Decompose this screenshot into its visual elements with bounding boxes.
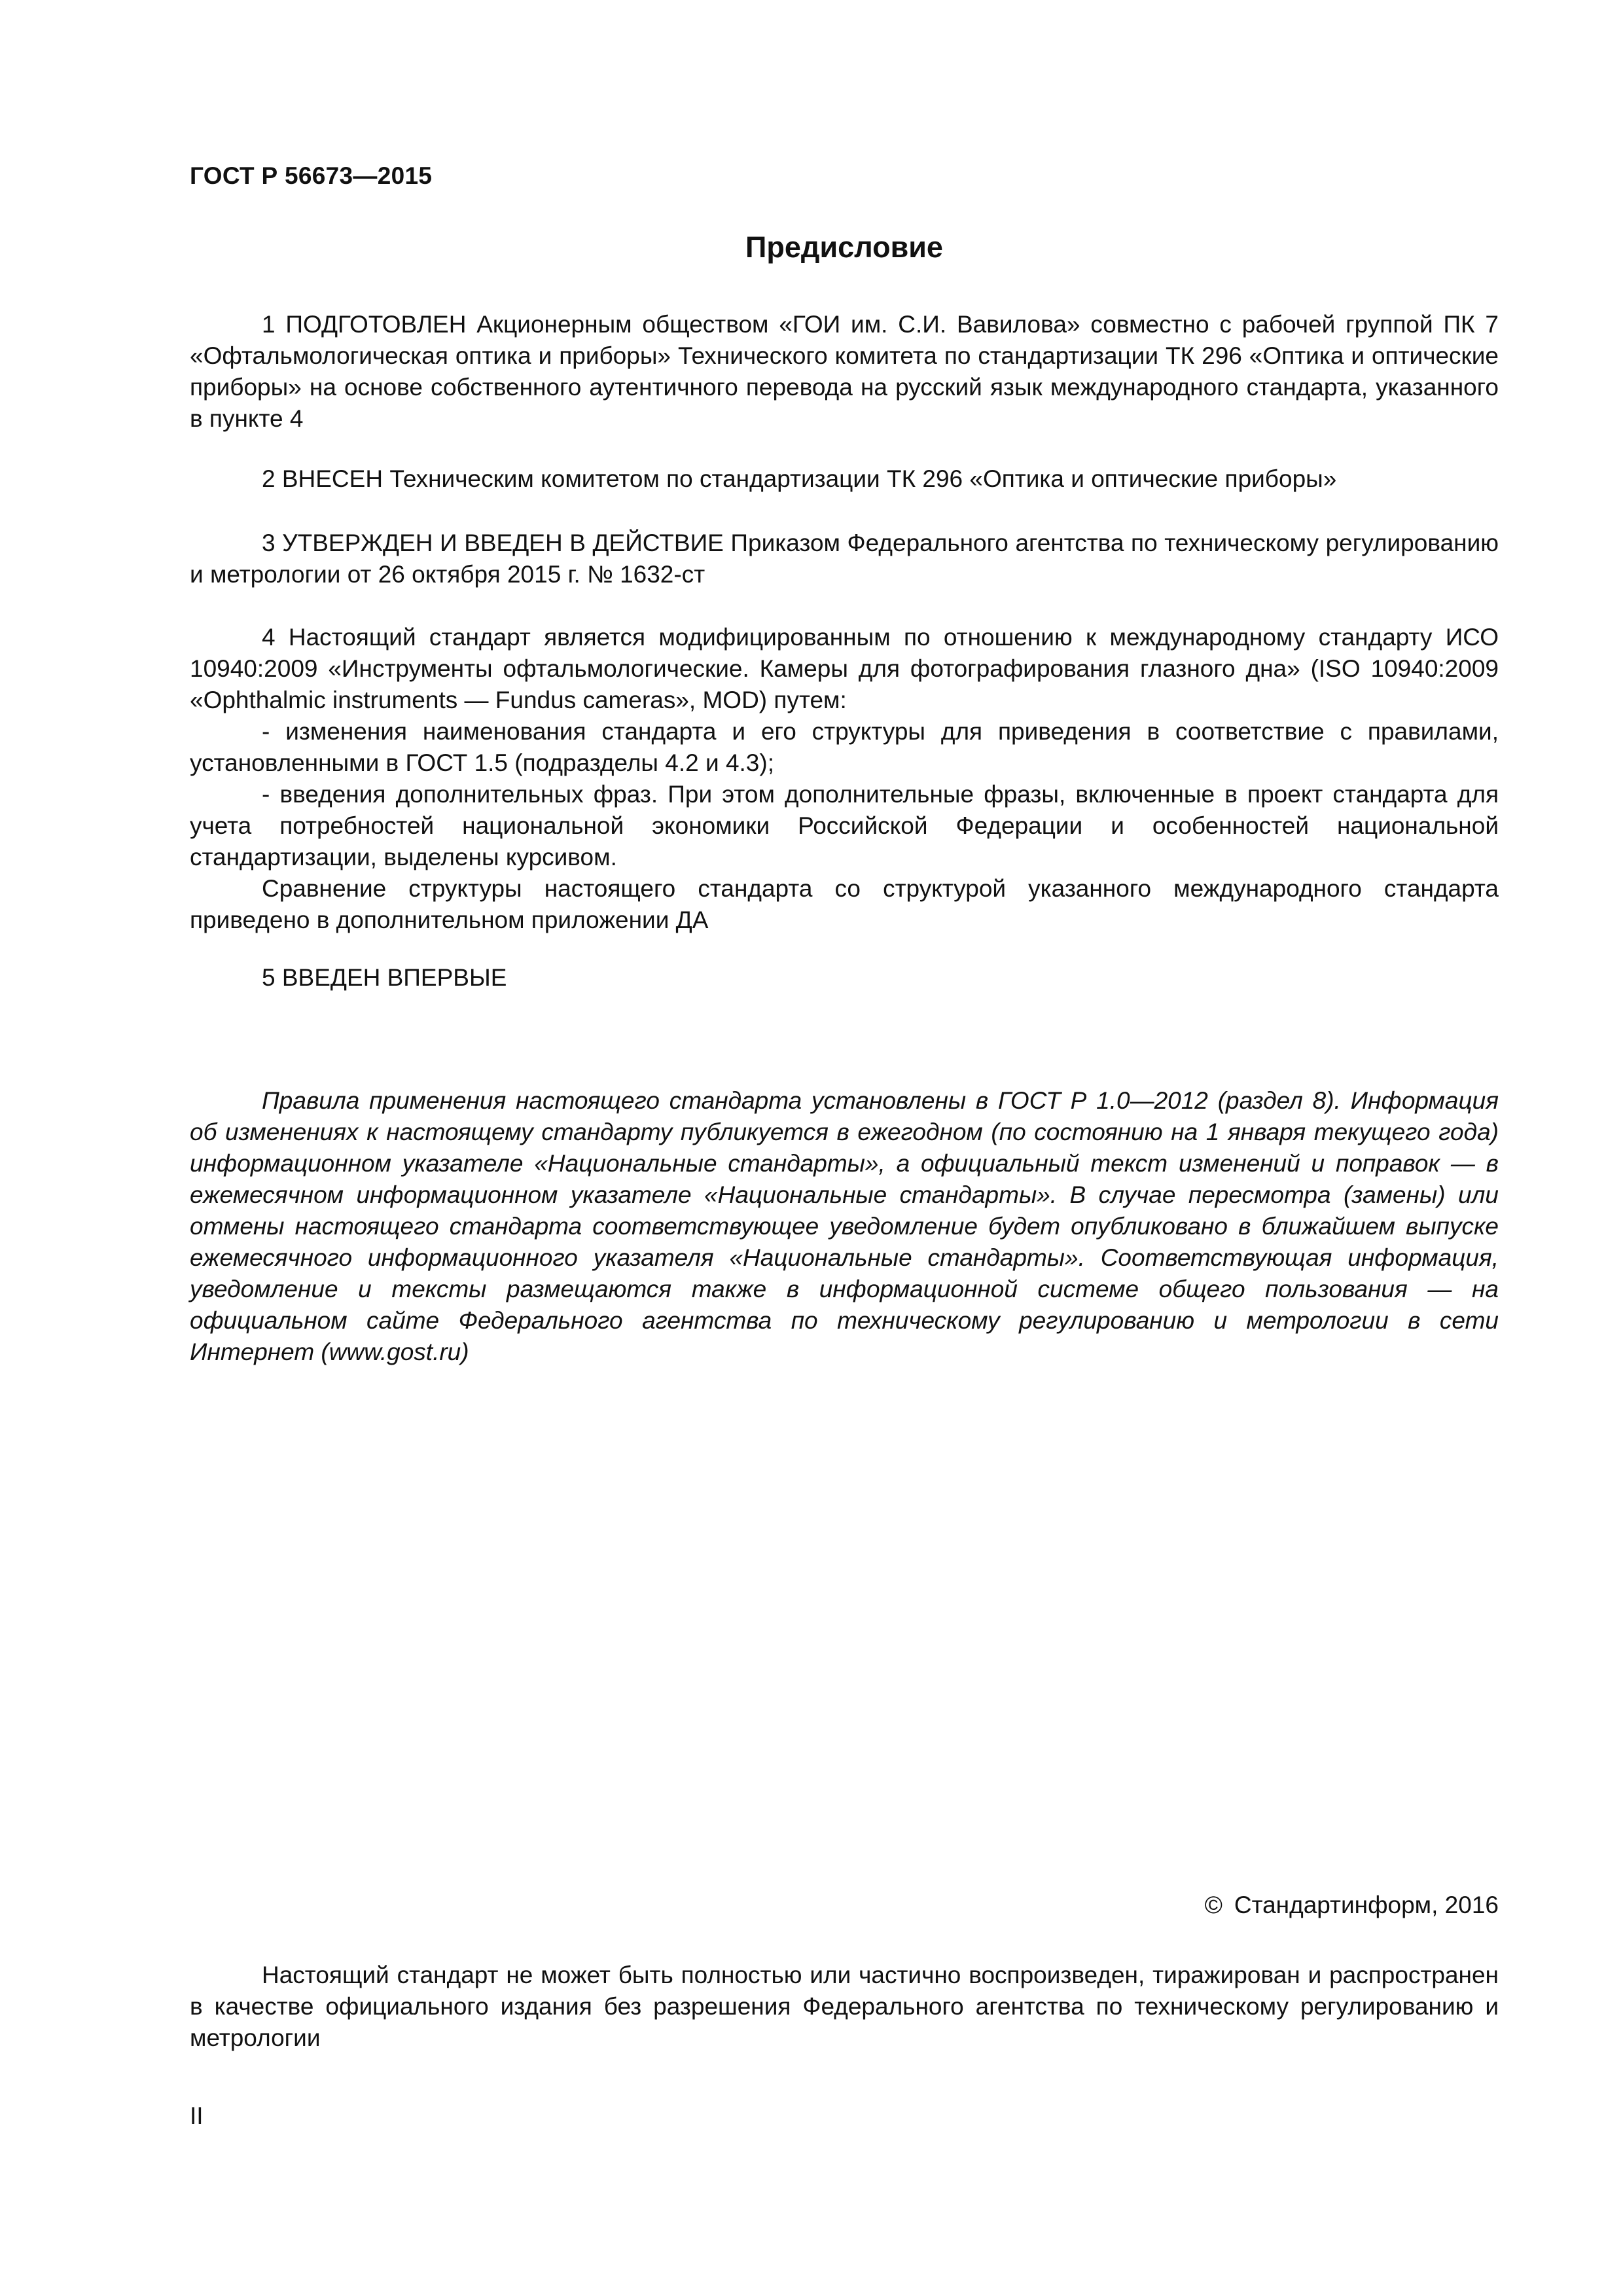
section-4-list-item: - введения дополнительных фраз. При этом дополнительные фразы, включенные в проект стандарта для учета потребностей национальной экономики Российской Федерации и особенностей национальной стандартизации, выделены курсивом. xyxy=(190,781,1499,870)
section-4-list-item: - изменения наименования стандарта и его структуры для приведения в соответствие с правилами, установленными в ГОСТ 1.5 (подразделы 4.2 и 4.3); xyxy=(190,718,1499,776)
copyright-text: Стандартинформ, 2016 xyxy=(1234,1892,1499,1918)
section-5 xyxy=(190,962,1499,994)
page-title: Предисловие xyxy=(745,230,943,264)
copyright-symbol: © xyxy=(1204,1892,1222,1918)
reproduction-notice: Настоящий стандарт не может быть полностью или частично воспроизведен, тиражирован и распространен в качестве официального издания без разрешения Федерального агентства по техническому регулированию и метрологии xyxy=(190,1962,1499,2051)
page-number: II xyxy=(190,2102,204,2129)
section-1 xyxy=(190,309,1499,435)
document-code-header: ГОСТ Р 56673—2015 xyxy=(190,162,433,189)
copyright-line xyxy=(1205,1892,1499,1919)
section-2 xyxy=(190,463,1499,495)
section-3 xyxy=(190,528,1499,590)
section-4-intro: 4 Настоящий стандарт является модифицированным по отношению к международному стандарту ИСО 10940:2009 «Инструменты офтальмологические. Камеры для фотографирования глазного дна» (ISO 10940:2009 «Ophthalmic instruments — Fundus cameras», MOD) путем: xyxy=(190,624,1499,713)
section-5-text: 5 ВВЕДЕН ВПЕРВЫЕ xyxy=(262,964,507,991)
section-3-text: 3 УТВЕРЖДЕН И ВВЕДЕН В ДЕЙСТВИЕ Приказом Федерального агентства по техническому регулированию и метрологии от 26 октября 2015 г. № 1632-ст xyxy=(190,529,1499,588)
application-rules-note: Правила применения настоящего стандарта установлены в ГОСТ Р 1.0—2012 (раздел 8). Информация об изменениях к настоящему стандарту публикуется в ежегодном (по состоянию на 1 января текущего года) информационном указателе «Национальные стандарты», а официальный текст изменений и поправок — в ежемесячном информационном указателе «Национальные стандарты». В случае пересмотра (замены) или отмены настоящего стандарта соответствующее уведомление будет опубликовано в ближайшем выпуске ежемесячного информационного указателя «Национальные стандарты». Соответствующая информация, уведомление и тексты размещаются также в информационной системе общего пользования — на официальном сайте Федерального агентства по техническому регулированию и метрологии в сети Интернет (www.gost.ru) xyxy=(190,1087,1499,1365)
section-1-text: 1 ПОДГОТОВЛЕН Акционерным обществом «ГОИ им. С.И. Вавилова» совместно с рабочей группой ПК 7 «Офтальмологическая оптика и приборы» Технического комитета по стандартизации ТК 296 «Оптика и оптические приборы» на основе собственного аутентичного перевода на русский язык международного стандарта, указанного в пункте 4 xyxy=(190,311,1499,432)
section-2-text: 2 ВНЕСЕН Техническим комитетом по стандартизации ТК 296 «Оптика и оптические приборы» xyxy=(262,465,1337,492)
section-4 xyxy=(190,622,1499,936)
section-4-comparison: Сравнение структуры настоящего стандарта со структурой указанного международного стандарта приведено в дополнительном приложении ДА xyxy=(190,875,1499,933)
